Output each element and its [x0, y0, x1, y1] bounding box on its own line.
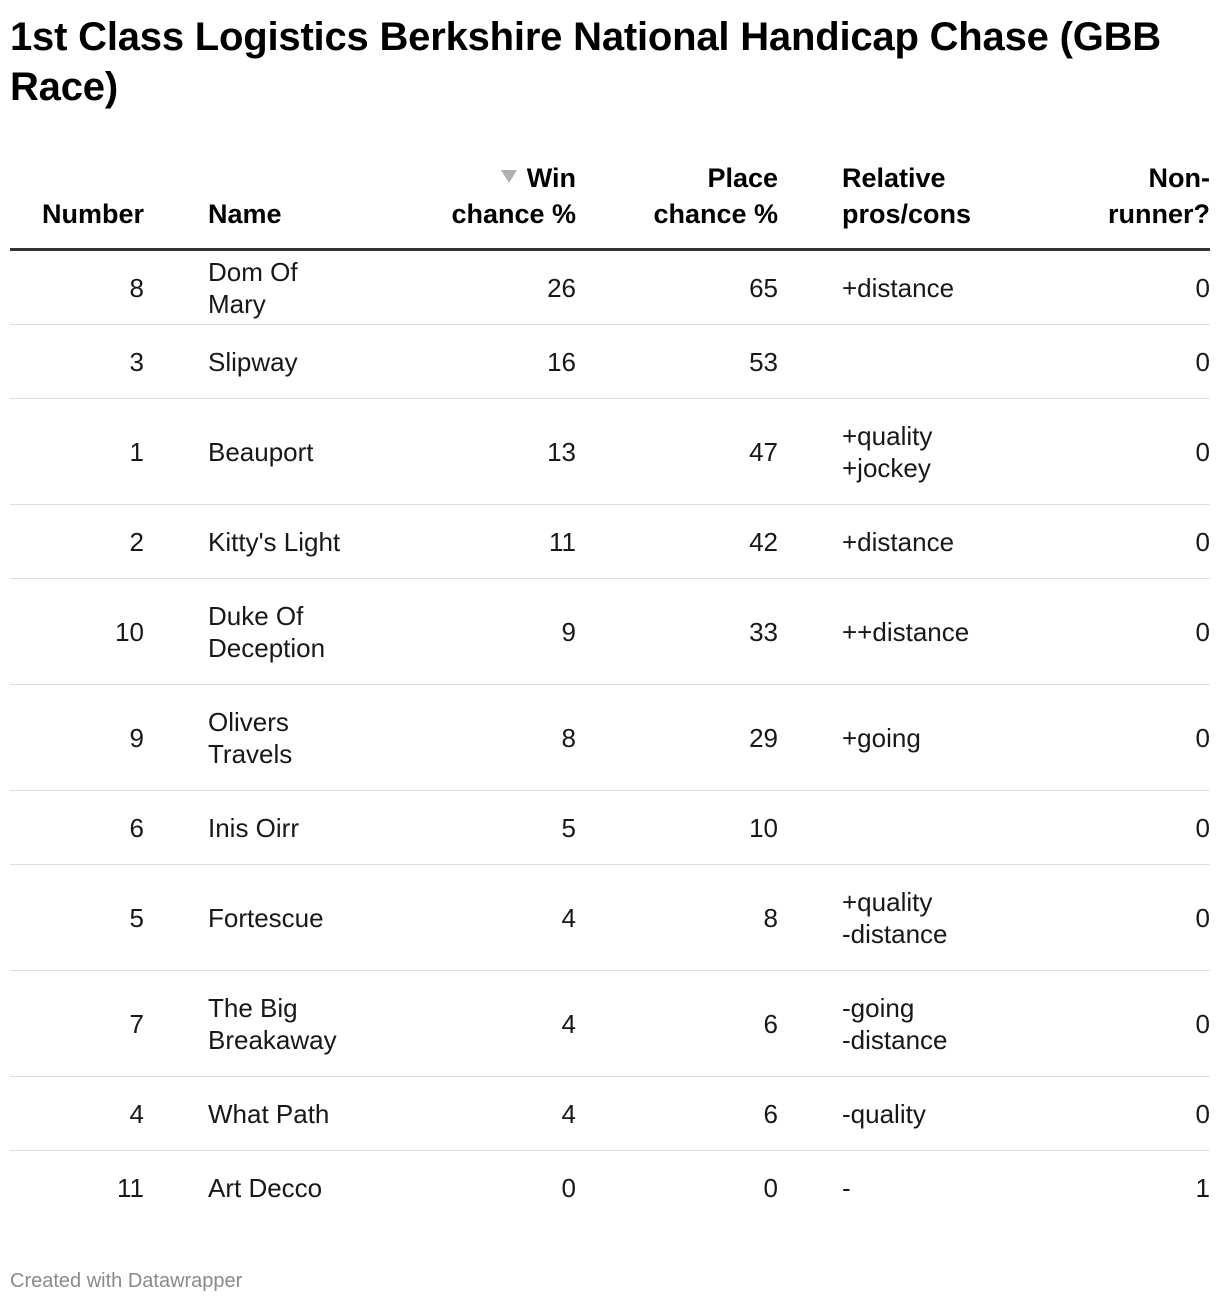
- cell-place-chance: 65: [576, 250, 778, 325]
- cell-win-chance: 5: [342, 791, 576, 865]
- cell-number: 7: [10, 971, 144, 1077]
- cell-pros-cons: +going: [778, 685, 1026, 791]
- cell-win-chance: 4: [342, 971, 576, 1077]
- cell-win-chance: 26: [342, 250, 576, 325]
- cell-name: Art Decco: [208, 1172, 323, 1203]
- cell-place-chance: 33: [576, 579, 778, 685]
- table-row: [10, 1077, 1210, 1151]
- cell-number: 2: [10, 505, 144, 579]
- cell-number: 11: [117, 1172, 144, 1203]
- header-name[interactable]: Name: [144, 160, 342, 250]
- cell-number: 3: [10, 325, 144, 399]
- cell-non-runner: 0: [1026, 1077, 1210, 1151]
- cell-name: Olivers Travels: [144, 685, 342, 791]
- cell-non-runner: 0: [1026, 579, 1210, 685]
- cell-number: 9: [10, 685, 144, 791]
- cell-win-chance: 13: [342, 399, 576, 505]
- sort-descending-icon: [501, 170, 517, 183]
- cell-place-chance: 47: [576, 399, 778, 505]
- cell-name: Kitty's Light: [144, 505, 342, 579]
- cell-non-runner: 0: [1026, 399, 1210, 505]
- cell-pros-cons: -: [842, 1172, 851, 1203]
- table-row: [10, 399, 1210, 505]
- cell-number: 4: [10, 1077, 144, 1151]
- cell-pros-cons: -going -distance: [778, 971, 1026, 1077]
- cell-pros-cons: +distance: [778, 505, 1026, 579]
- cell-name: Fortescue: [144, 865, 342, 971]
- chart-container: [10, 0, 1210, 112]
- cell-pros-cons: +quality -distance: [778, 865, 1026, 971]
- header-win-chance[interactable]: Win chance %: [342, 160, 576, 250]
- cell-place-chance: 8: [576, 865, 778, 971]
- footer-credit[interactable]: Created with Datawrapper: [10, 1270, 243, 1292]
- cell-win-chance: 4: [342, 865, 576, 971]
- cell-name: Beauport: [144, 399, 342, 505]
- cell-place-chance: 10: [576, 791, 778, 865]
- cell-number: 5: [10, 865, 144, 971]
- cell-pros-cons: -quality: [778, 1077, 1026, 1151]
- cell-win-chance: 11: [342, 505, 576, 579]
- table-row: [10, 250, 1210, 325]
- table-row: [10, 971, 1210, 1077]
- table-row: [10, 865, 1210, 971]
- cell-win-chance: 8: [342, 685, 576, 791]
- cell-non-runner: 0: [1026, 791, 1210, 865]
- cell-number: 8: [10, 250, 144, 325]
- cell-name: What Path: [144, 1077, 342, 1151]
- cell-pros-cons: ++distance: [778, 579, 1026, 685]
- cell-number: 6: [10, 791, 144, 865]
- cell-name: Inis Oirr: [144, 791, 342, 865]
- table-row: [10, 579, 1210, 685]
- cell-win-chance: 9: [342, 579, 576, 685]
- cell-name: Dom Of Mary: [144, 250, 342, 325]
- cell-place-chance: 53: [576, 325, 778, 399]
- cell-pros-cons: [778, 791, 1026, 865]
- cell-number: 1: [10, 399, 144, 505]
- cell-win-chance: 16: [342, 325, 576, 399]
- table-row: [10, 791, 1210, 865]
- cell-win-chance: 0: [561, 1172, 576, 1203]
- cell-place-chance: 29: [576, 685, 778, 791]
- cell-non-runner: 0: [1026, 505, 1210, 579]
- header-pros-cons[interactable]: Relative pros/cons: [778, 160, 1026, 250]
- cell-pros-cons: +quality +jockey: [778, 399, 1026, 505]
- table-header-row: [10, 160, 1210, 250]
- cell-pros-cons: +distance: [778, 250, 1026, 325]
- cell-non-runner: 0: [1026, 865, 1210, 971]
- cell-place-chance: 6: [576, 1077, 778, 1151]
- cell-place-chance: 42: [576, 505, 778, 579]
- cell-non-runner: 0: [1026, 971, 1210, 1077]
- table-row: [10, 505, 1210, 579]
- cell-name: The Big Breakaway: [144, 971, 342, 1077]
- header-non-runner[interactable]: Non- runner?: [1026, 160, 1210, 250]
- cell-win-chance: 4: [342, 1077, 576, 1151]
- chart-title: 1st Class Logistics Berkshire National Handicap Chase (GBB Race): [10, 15, 1161, 109]
- cell-place-chance: 6: [576, 971, 778, 1077]
- cell-place-chance: 0: [763, 1172, 778, 1203]
- table-row: [10, 685, 1210, 791]
- cell-non-runner: 0: [1026, 685, 1210, 791]
- cell-pros-cons: [778, 325, 1026, 399]
- header-place-chance[interactable]: Place chance %: [576, 160, 778, 250]
- cell-name: Duke Of Deception: [144, 579, 342, 685]
- cell-non-runner: 0: [1026, 250, 1210, 325]
- header-number[interactable]: Number: [10, 160, 144, 250]
- table-row: [10, 325, 1210, 399]
- race-table: [10, 160, 1210, 1224]
- cell-non-runner: 1: [1195, 1172, 1210, 1203]
- cell-name: Slipway: [144, 325, 342, 399]
- cell-non-runner: 0: [1026, 325, 1210, 399]
- table-body: [10, 250, 1210, 1225]
- cell-number: 10: [10, 579, 144, 685]
- table-row: [10, 1151, 1210, 1225]
